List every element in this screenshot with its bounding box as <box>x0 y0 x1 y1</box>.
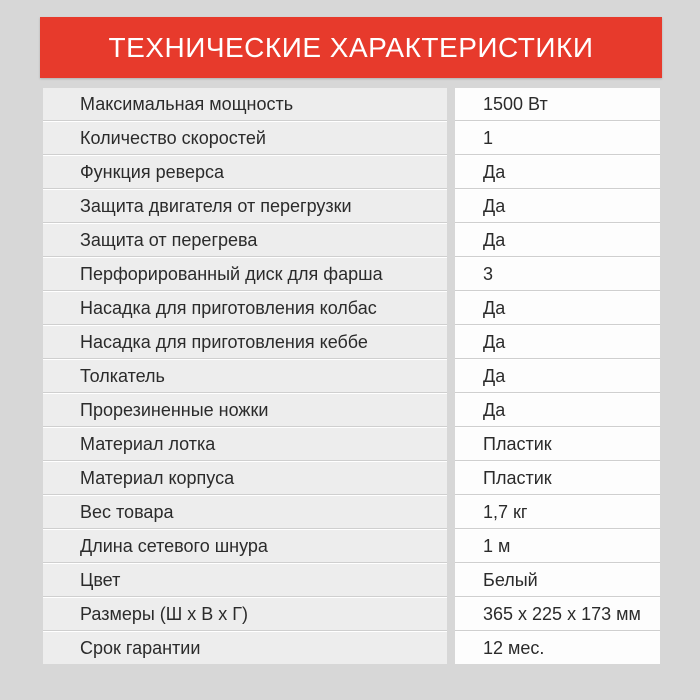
column-gap <box>447 326 455 358</box>
spec-label: Срок гарантии <box>43 632 447 664</box>
column-gap <box>447 394 455 426</box>
table-row <box>43 156 660 188</box>
spec-label: Максимальная мощность <box>43 88 447 120</box>
spec-label: Размеры (Ш х В х Г) <box>43 598 447 630</box>
spec-label: Перфорированный диск для фарша <box>43 258 447 290</box>
spec-value: Да <box>455 326 660 358</box>
spec-label: Длина сетевого шнура <box>43 530 447 562</box>
table-row <box>43 122 660 154</box>
spec-label: Вес товара <box>43 496 447 528</box>
spec-label: Материал лотка <box>43 428 447 460</box>
spec-value: Да <box>455 190 660 222</box>
spec-value: Да <box>455 292 660 324</box>
spec-value: Да <box>455 224 660 256</box>
column-gap <box>447 564 455 596</box>
column-gap <box>447 428 455 460</box>
spec-value: 3 <box>455 258 660 290</box>
spec-value: 1 м <box>455 530 660 562</box>
column-gap <box>447 224 455 256</box>
spec-value: 1500 Вт <box>455 88 660 120</box>
spec-label: Толкатель <box>43 360 447 392</box>
table-row <box>43 428 660 460</box>
column-gap <box>447 496 455 528</box>
table-row <box>43 360 660 392</box>
table-row <box>43 88 660 120</box>
spec-label: Прорезиненные ножки <box>43 394 447 426</box>
spec-label: Материал корпуса <box>43 462 447 494</box>
table-row <box>43 632 660 664</box>
spec-value: 1,7 кг <box>455 496 660 528</box>
spec-label: Количество скоростей <box>43 122 447 154</box>
spec-value: Белый <box>455 564 660 596</box>
spec-label: Защита от перегрева <box>43 224 447 256</box>
column-gap <box>447 258 455 290</box>
page-title: ТЕХНИЧЕСКИЕ ХАРАКТЕРИСТИКИ <box>108 31 594 63</box>
header-banner <box>40 17 662 78</box>
spec-label: Насадка для приготовления колбас <box>43 292 447 324</box>
table-row <box>43 326 660 358</box>
spec-value: Да <box>455 360 660 392</box>
table-row <box>43 462 660 494</box>
table-row <box>43 598 660 630</box>
spec-value: 1 <box>455 122 660 154</box>
table-row <box>43 564 660 596</box>
table-row <box>43 292 660 324</box>
column-gap <box>447 530 455 562</box>
table-row <box>43 496 660 528</box>
column-gap <box>447 88 455 120</box>
column-gap <box>447 292 455 324</box>
column-gap <box>447 632 455 664</box>
spec-value: Да <box>455 156 660 188</box>
table-row <box>43 190 660 222</box>
table-row <box>43 258 660 290</box>
spec-label: Насадка для приготовления кеббе <box>43 326 447 358</box>
spec-label: Функция реверса <box>43 156 447 188</box>
spec-value: Да <box>455 394 660 426</box>
spec-label: Защита двигателя от перегрузки <box>43 190 447 222</box>
table-row <box>43 394 660 426</box>
spec-value: 365 х 225 х 173 мм <box>455 598 660 630</box>
spec-label: Цвет <box>43 564 447 596</box>
column-gap <box>447 598 455 630</box>
spec-table <box>43 88 660 664</box>
column-gap <box>447 360 455 392</box>
column-gap <box>447 190 455 222</box>
table-row <box>43 530 660 562</box>
table-row <box>43 224 660 256</box>
column-gap <box>447 156 455 188</box>
spec-value: Пластик <box>455 462 660 494</box>
spec-value: 12 мес. <box>455 632 660 664</box>
column-gap <box>447 122 455 154</box>
spec-value: Пластик <box>455 428 660 460</box>
column-gap <box>447 462 455 494</box>
